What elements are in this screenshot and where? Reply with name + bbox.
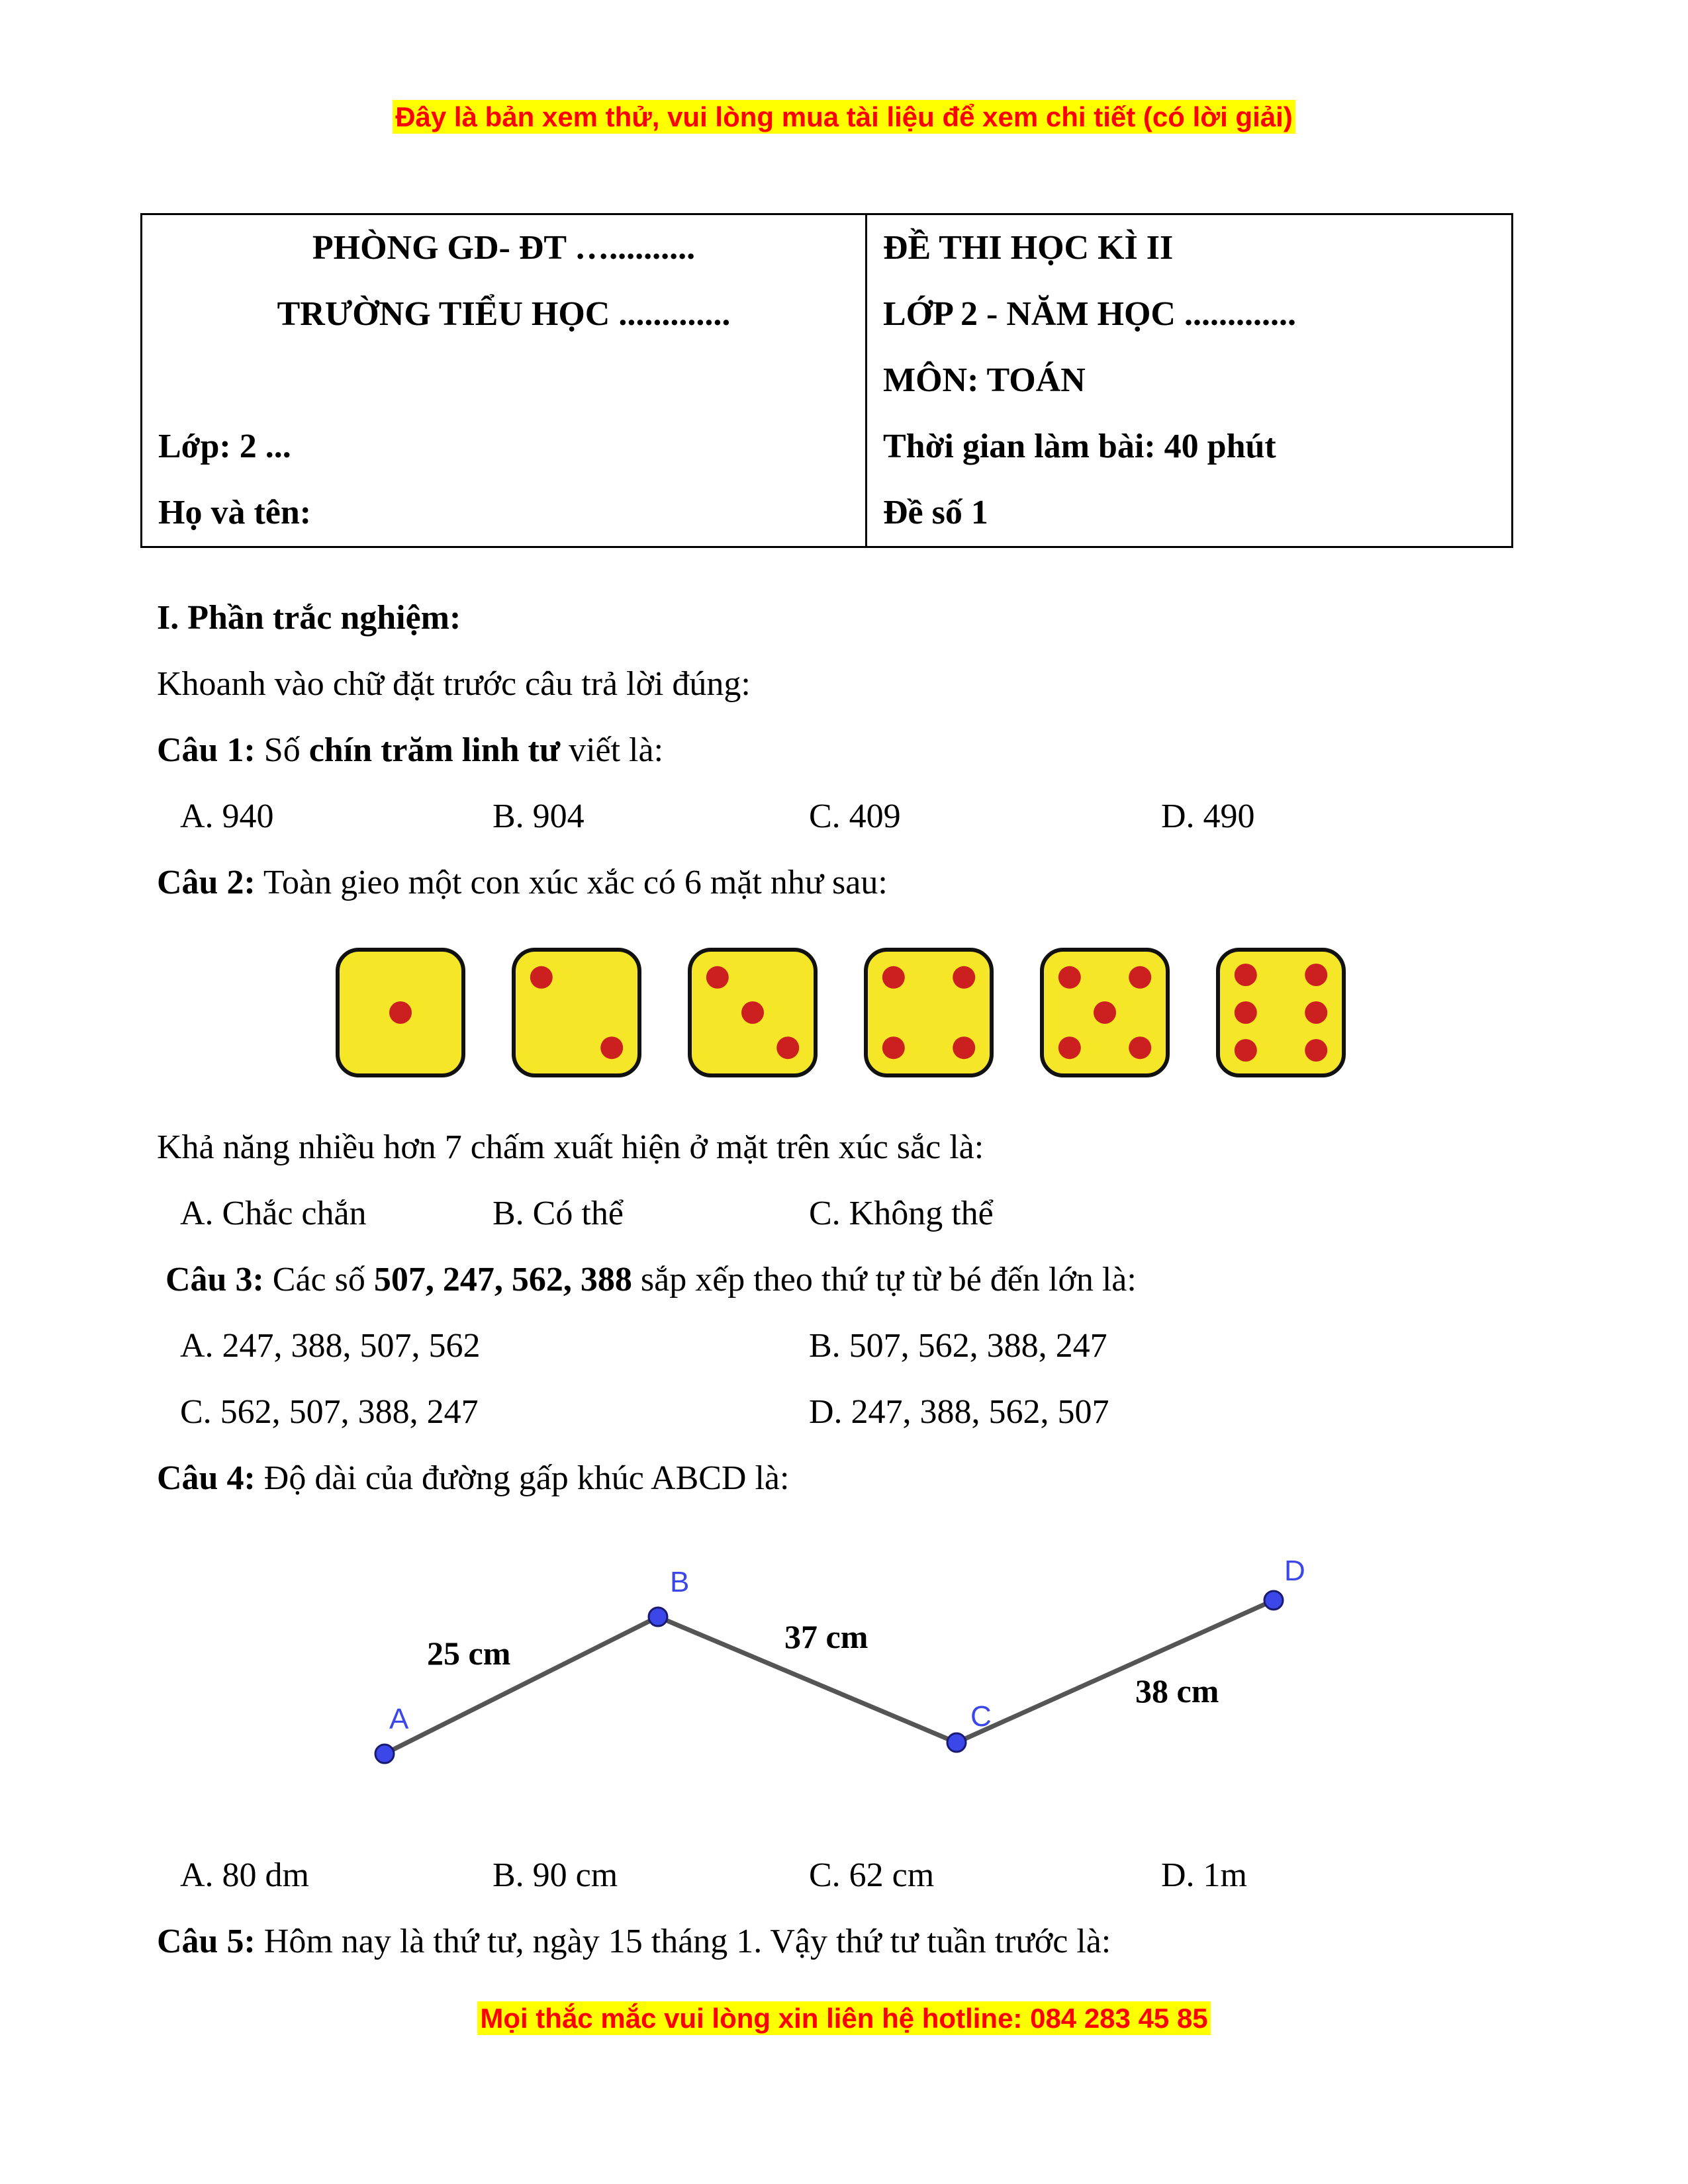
q4-option-c[interactable]: C. 62 cm	[809, 1856, 935, 1894]
student-name-label: Họ và tên:	[158, 494, 312, 531]
school-label: TRƯỜNG TIỂU HỌC .............	[277, 295, 731, 333]
segment-ab-length: 25 cm	[427, 1635, 511, 1672]
point-b-label: B	[670, 1566, 690, 1598]
die-pip	[1129, 966, 1151, 989]
exam-title: ĐỀ THI HỌC KÌ II	[883, 229, 1174, 267]
q1-option-c[interactable]: C. 409	[809, 797, 901, 835]
die-pip	[1305, 964, 1327, 986]
dice-faces-figure	[331, 943, 1357, 1082]
subject-label: MÔN: TOÁN	[883, 361, 1086, 399]
die-pip	[882, 966, 905, 989]
section-title: I. Phần trắc nghiệm:	[157, 599, 461, 637]
q3-option-a[interactable]: A. 247, 388, 507, 562	[180, 1327, 481, 1365]
hotline-banner	[0, 2003, 1688, 2034]
segment-cd-length: 38 cm	[1135, 1672, 1219, 1709]
question-3-label: Câu 3:	[165, 1261, 264, 1298]
q3-option-b[interactable]: B. 507, 562, 388, 247	[809, 1327, 1107, 1365]
die-body	[866, 950, 992, 1075]
die-body	[514, 950, 639, 1075]
die-pip	[1094, 1001, 1116, 1024]
point-d	[1264, 1591, 1283, 1610]
point-a	[375, 1745, 394, 1763]
exam-number-label: Đề số 1	[883, 494, 988, 531]
header-left-cell	[142, 214, 867, 547]
question-4: Câu 4: Độ dài của đường gấp khúc ABCD là:	[157, 1459, 790, 1497]
die-pip	[389, 1001, 412, 1024]
question-5-label: Câu 5:	[157, 1923, 256, 1960]
die-pip	[600, 1036, 623, 1059]
preview-notice-banner	[0, 101, 1688, 133]
die-pip	[882, 1036, 905, 1059]
question-2: Câu 2: Toàn gieo một con xúc xắc có 6 mặt như sau:	[157, 864, 888, 901]
grade-year-label: LỚP 2 - NĂM HỌC .............	[883, 295, 1296, 333]
exam-header-table	[140, 213, 1513, 548]
die-pip	[1058, 1036, 1081, 1059]
die-face-4	[866, 950, 992, 1075]
die-pip	[1129, 1036, 1151, 1059]
question-5: Câu 5: Hôm nay là thứ tư, ngày 15 tháng 1. Vậy thứ tư tuần trước là:	[157, 1923, 1111, 1960]
q1-option-a[interactable]: A. 940	[180, 797, 274, 835]
q4-option-d[interactable]: D. 1m	[1161, 1856, 1247, 1894]
hotline-text: Mọi thắc mắc vui lòng xin liên hệ hotline: 084 283 45 85	[477, 2001, 1210, 2035]
question-1-label: Câu 1:	[157, 731, 256, 769]
point-d-label: D	[1284, 1555, 1305, 1587]
preview-notice-text: Đây là bản xem thử, vui lòng mua tài liệu để xem chi tiết (có lời giải)	[393, 100, 1295, 134]
die-pip	[1305, 1039, 1327, 1062]
die-pip	[1305, 1001, 1327, 1024]
die-pip	[1235, 964, 1257, 986]
segment-bc-length: 37 cm	[784, 1618, 868, 1655]
time-label: Thời gian làm bài: 40 phút	[883, 428, 1276, 465]
point-b	[649, 1608, 667, 1626]
die-face-2	[514, 950, 639, 1075]
question-2-label: Câu 2:	[157, 864, 256, 901]
instruction-text: Khoanh vào chữ đặt trước câu trả lời đúng:	[157, 665, 751, 703]
die-pip	[953, 966, 975, 989]
q2-option-a[interactable]: A. Chắc chắn	[180, 1195, 367, 1232]
question-1: Câu 1: Số chín trăm linh tư viết là:	[157, 731, 664, 769]
q1-option-d[interactable]: D. 490	[1161, 797, 1255, 835]
point-c	[947, 1733, 966, 1752]
die-pip	[1235, 1001, 1257, 1024]
die-pip	[1235, 1039, 1257, 1062]
die-pip	[706, 966, 729, 989]
die-pip	[741, 1001, 764, 1024]
q4-option-b[interactable]: B. 90 cm	[492, 1856, 618, 1894]
q4-option-a[interactable]: A. 80 dm	[180, 1856, 309, 1894]
q2-option-c[interactable]: C. Không thể	[809, 1195, 994, 1232]
question-4-label: Câu 4:	[157, 1459, 256, 1497]
die-face-6	[1218, 950, 1344, 1075]
question-2-prompt: Khả năng nhiều hơn 7 chấm xuất hiện ở mặt trên xúc sắc là:	[157, 1128, 984, 1166]
die-face-3	[690, 950, 816, 1075]
q1-option-b[interactable]: B. 904	[492, 797, 585, 835]
point-c-label: C	[970, 1700, 992, 1733]
header-spacer	[142, 347, 865, 414]
die-face-5	[1042, 950, 1168, 1075]
polyline-abcd-figure	[311, 1549, 1331, 1813]
die-face-1	[338, 950, 463, 1075]
q3-option-c[interactable]: C. 562, 507, 388, 247	[180, 1393, 479, 1431]
q3-option-d[interactable]: D. 247, 388, 562, 507	[809, 1393, 1109, 1431]
header-right-cell	[867, 214, 1513, 547]
die-pip	[1058, 966, 1081, 989]
die-pip	[530, 966, 553, 989]
question-3: Câu 3: Các số 507, 247, 562, 388 sắp xếp theo thứ tự từ bé đến lớn là:	[165, 1261, 1137, 1298]
class-label: Lớp: 2 ...	[158, 428, 291, 465]
point-a-label: A	[389, 1703, 409, 1735]
die-pip	[953, 1036, 975, 1059]
q2-option-b[interactable]: B. Có thể	[492, 1195, 624, 1232]
department-label: PHÒNG GD- ĐT …..........	[312, 229, 696, 267]
die-pip	[776, 1036, 799, 1059]
